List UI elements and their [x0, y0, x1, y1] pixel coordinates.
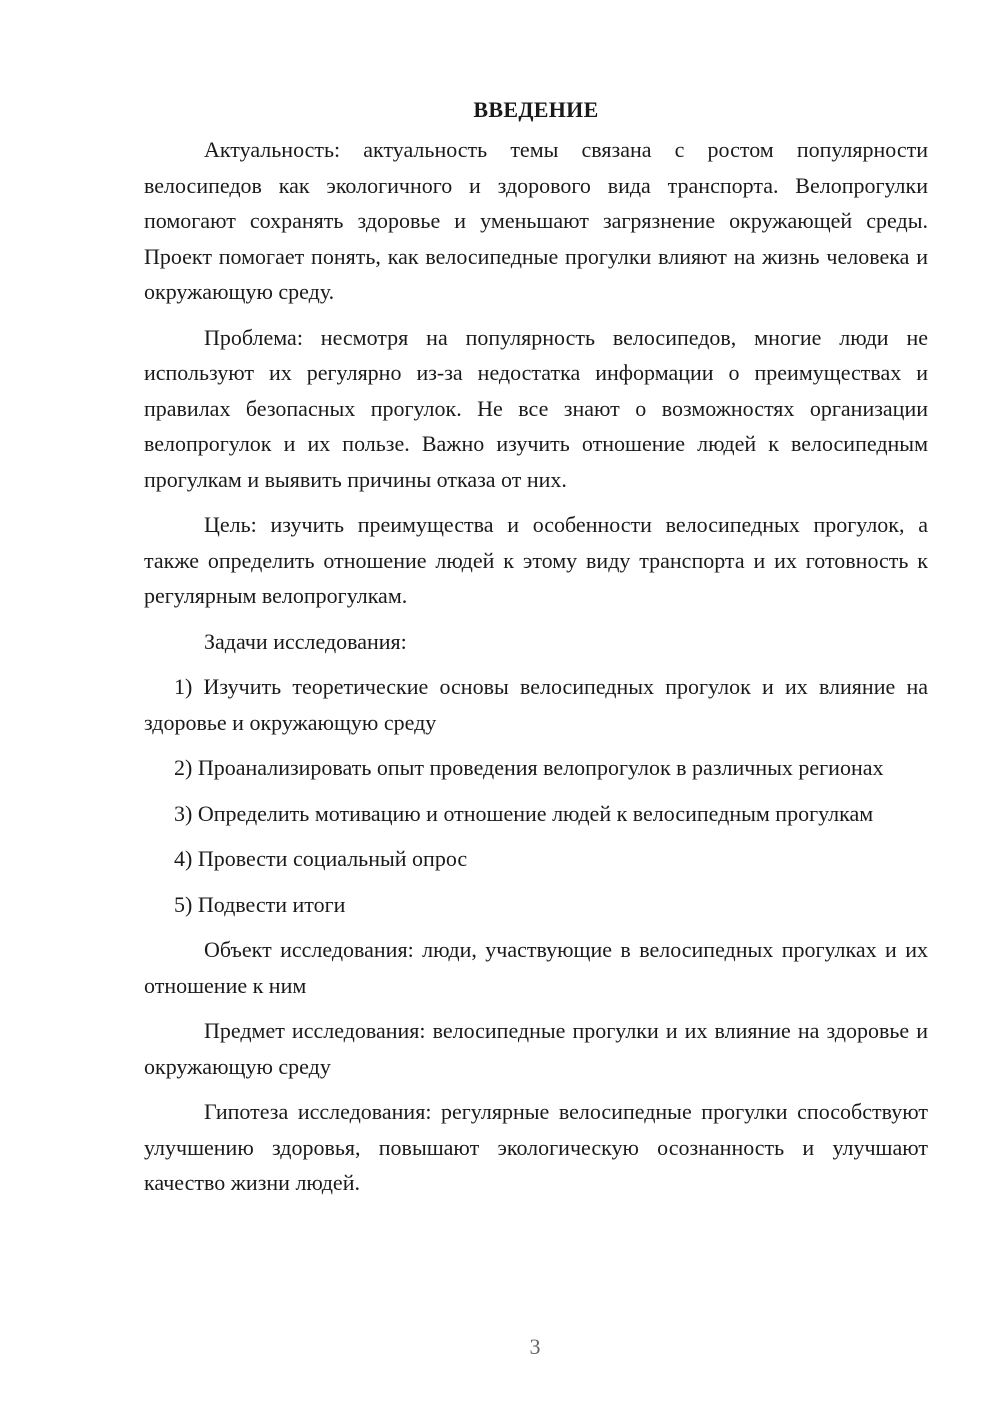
- page-number: 3: [529, 1334, 541, 1359]
- task-item-3: 3) Определить мотивацию и отношение людей к велосипедным прогулкам: [174, 800, 874, 826]
- page-title: ВВЕДЕНИЕ: [473, 97, 599, 122]
- document-page: [144, 92, 928, 1211]
- task-item-1: 1) Изучить теоретические основы велосипедных прогулок и их влияние на здоровье и окружающую среду: [144, 674, 928, 735]
- subject-paragraph: Предмет исследования: велосипедные прогулки и их влияние на здоровье и окружающую среду: [144, 1018, 928, 1079]
- task-item-2: 2) Проанализировать опыт проведения велопрогулок в различных регионах: [174, 755, 884, 780]
- relevance-paragraph: Актуальность: актуальность темы связана с ростом популярности велосипедов как экологичного и здорового вида транспорта. Велопрогулки помогают сохранять здоровье и уменьшают загрязнение окружающей среды. Проект помогает понять, как велосипедные прогулки влияют на жизнь человека и окружающую среду.: [144, 137, 928, 304]
- task-item-5: 5) Подвести итоги: [174, 891, 346, 917]
- hypothesis-paragraph: Гипотеза исследования: регулярные велосипедные прогулки способствуют улучшению здоровья, повышают экологическую осознанность и улучшают качество жизни людей.: [144, 1099, 928, 1195]
- task-item-4: 4) Провести социальный опрос: [174, 846, 468, 871]
- goal-paragraph: Цель: изучить преимущества и особенности велосипедных прогулок, а также определить отношение людей к этому виду транспорта и их готовность к регулярным велопрогулкам.: [144, 512, 928, 608]
- problem-paragraph: Проблема: несмотря на популярность велосипедов, многие люди не используют их регулярно из-за недостатка информации о преимуществах и правилах безопасных прогулок. Не все знают о возможностях организации велопрогулок и их пользе. Важно изучить отношение людей к велосипедным прогулкам и выявить причины отказа от них.: [144, 324, 928, 492]
- object-paragraph: Объект исследования: люди, участвующие в велосипедных прогулках и их отношение к ним: [144, 937, 928, 998]
- tasks-heading: Задачи исследования:: [204, 628, 407, 654]
